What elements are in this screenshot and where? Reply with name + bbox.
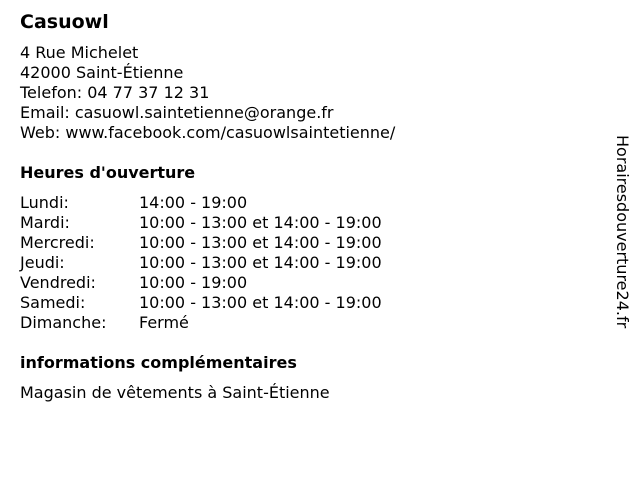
- phone-number: Telefon: 04 77 37 12 31: [20, 83, 210, 102]
- hours-row: [20, 233, 600, 253]
- business-card: [20, 10, 600, 403]
- hours-time: 10:00 - 13:00 et 14:00 - 19:00: [139, 233, 382, 252]
- hours-day: Mercredi:: [20, 233, 95, 252]
- hours-time: 10:00 - 13:00 et 14:00 - 19:00: [139, 253, 382, 272]
- business-name: Casuowl: [20, 11, 109, 33]
- hours-time: 10:00 - 13:00 et 14:00 - 19:00: [139, 213, 382, 232]
- hours-row: [20, 213, 600, 233]
- hours-time: Fermé: [139, 313, 189, 332]
- hours-time: 14:00 - 19:00: [139, 193, 248, 212]
- hours-time: 10:00 - 19:00: [139, 273, 248, 292]
- hours-row: [20, 253, 600, 273]
- additional-info-heading: informations complémentaires: [20, 353, 297, 372]
- hours-day: Dimanche:: [20, 313, 107, 332]
- hours-row: [20, 313, 600, 333]
- hours-day: Mardi:: [20, 213, 70, 232]
- hours-row: [20, 293, 600, 313]
- opening-hours-heading: Heures d'ouverture: [20, 163, 196, 182]
- opening-hours-table: [20, 193, 600, 333]
- hours-row: [20, 273, 600, 293]
- hours-row: [20, 193, 600, 213]
- address-line-1: 4 Rue Michelet: [20, 43, 139, 62]
- hours-day: Samedi:: [20, 293, 86, 312]
- hours-time: 10:00 - 13:00 et 14:00 - 19:00: [139, 293, 382, 312]
- hours-day: Vendredi:: [20, 273, 96, 292]
- website-url: Web: www.facebook.com/casuowlsaintetienne/: [20, 123, 396, 142]
- hours-day: Jeudi:: [20, 253, 65, 272]
- additional-info-text: Magasin de vêtements à Saint-Étienne: [20, 383, 330, 402]
- hours-day: Lundi:: [20, 193, 69, 212]
- address-line-2: 42000 Saint-Étienne: [20, 63, 184, 82]
- email-address: Email: casuowl.saintetienne@orange.fr: [20, 103, 334, 122]
- site-watermark: Horairesdouverture24.fr: [613, 135, 632, 329]
